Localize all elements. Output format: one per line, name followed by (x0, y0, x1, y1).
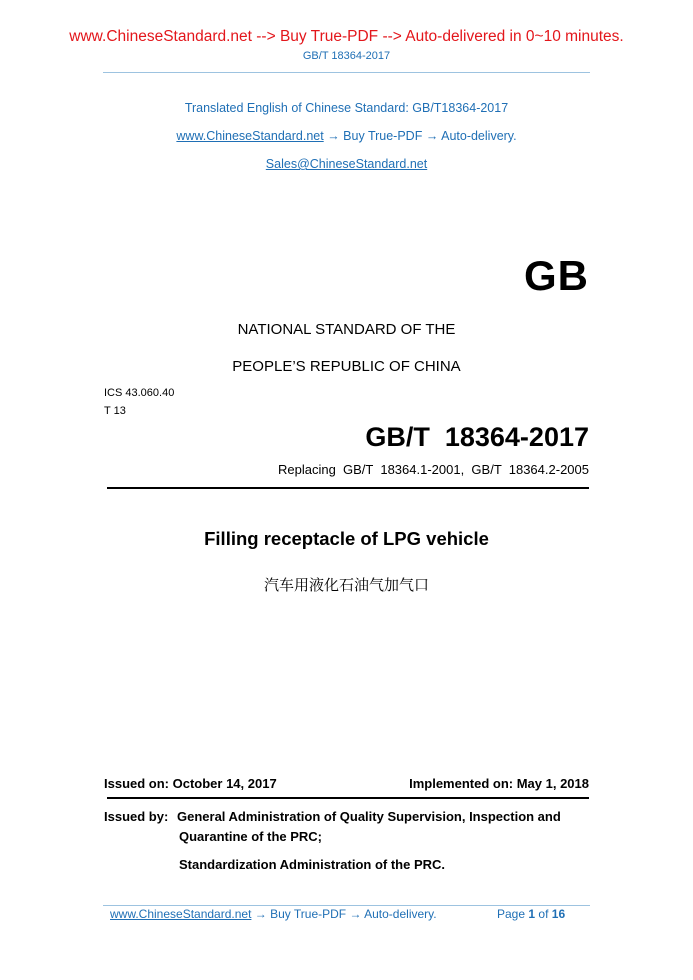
ics-code: ICS 43.060.40 (104, 387, 175, 399)
translation-notice: Translated English of Chinese Standard: GB/T18364-2017 (184, 101, 509, 115)
page-total: 16 (551, 907, 566, 921)
page-current: 1 (528, 907, 536, 921)
footer-site-link[interactable]: www.ChineseStandard.net (110, 907, 252, 921)
translation-site-line (0, 129, 693, 143)
implemented-on: Implemented on: May 1, 2018 (409, 776, 589, 791)
page-label: Page (497, 907, 526, 921)
footer-site-line (110, 907, 437, 921)
issued-on: Issued on: October 14, 2017 (104, 776, 277, 791)
page-indicator (497, 907, 565, 921)
email-line (0, 157, 693, 171)
dates-divider (107, 797, 589, 799)
header-divider (103, 72, 590, 73)
national-line-2: PEOPLE’S REPUBLIC OF CHINA (232, 358, 461, 375)
issued-by-line-2: Quarantine of the PRC; (179, 829, 323, 844)
title-english: Filling receptacle of LPG vehicle (204, 528, 489, 549)
replacing-note: Replacing GB/T 18364.1-2001, GB/T 18364.2-2005 (277, 462, 589, 477)
header-doc-code: GB/T 18364-2017 (302, 50, 391, 62)
page-of: of (538, 907, 549, 921)
number-divider (107, 487, 589, 489)
promo-banner[interactable]: www.ChineseStandard.net --> Buy True-PDF --> Auto-delivered in 0~10 minutes. (69, 28, 624, 45)
site-suffix: → Buy True-PDF → Auto-delivery. (327, 129, 517, 143)
site-link[interactable]: www.ChineseStandard.net (176, 129, 324, 143)
footer-site-suffix: → Buy True-PDF → Auto-delivery. (254, 907, 437, 921)
class-code: T 13 (104, 405, 126, 417)
standard-number: GB/T 18364-2017 (365, 422, 589, 452)
issued-by-label: Issued by: (104, 809, 169, 824)
title-chinese: 汽车用液化石油气加气口 (263, 576, 429, 594)
national-line-1: NATIONAL STANDARD OF THE (237, 321, 456, 338)
email-link[interactable]: Sales@ChineseStandard.net (265, 157, 428, 171)
gb-mark: GB (524, 252, 589, 299)
footer-divider (103, 905, 590, 906)
issued-by-line-1: General Administration of Quality Supervision, Inspection and (177, 809, 561, 824)
issued-by-line-3: Standardization Administration of the PRC. (179, 857, 446, 872)
